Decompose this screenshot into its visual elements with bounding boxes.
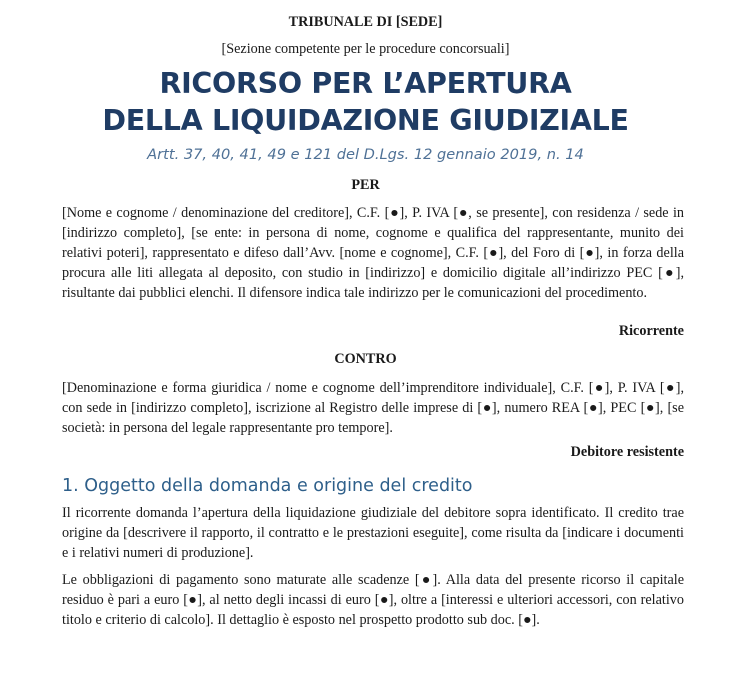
document-title-line-2: DELLA LIQUIDAZIONE GIUDIZIALE [102,104,629,137]
section-paragraph-1: Il ricorrente domanda l’apertura della liquidazione giudiziale del debitore sopra identificato. Il credito trae origine da [descrivere il rapporto, il contratto e le prestazioni eseguite], come risulta da [indicare i documenti e i relativi numeri di produzione]. [62,505,684,561]
section-note: [Sezione competente per le procedure concorsuali] [221,41,510,57]
per-label: PER [351,177,380,193]
section-paragraph-2: Le obbligazioni di pagamento sono maturate alle scadenze [●]. Alla data del presente ricorso il capitale residuo è pari a euro [●], al netto degli incassi di euro [●], oltre a [interessi e ulteriori accessori, con relativo titolo e criterio di calcolo]. Il dettaglio è esposto nel prospetto prodotto sub doc. [●]. [62,572,684,628]
creditor-paragraph: [Nome e cognome / denominazione del creditore], C.F. [●], P. IVA [●, se presente], con residenza / sede in [indirizzo completo], [se ente: in persona di nome, cognome e qualifica del rappresentante, munito dei relativi poteri], rappresentato e difeso dall’Avv. [nome e cognome], C.F. [●], del Foro di [●], in forza della procura alle liti allegata al deposito, con studio in [indirizzo] e domicilio digitale all’indirizzo PEC [●], risultante dai pubblici elenchi. Il difensore indica tale indirizzo per le comunicazioni del procedimento. [62,205,684,301]
contro-label: CONTRO [334,351,397,367]
debtor-role: Debitore resistente [570,444,684,460]
legal-reference: Artt. 37, 40, 41, 49 e 121 del D.Lgs. 12 gennaio 2019, n. 14 [147,146,584,163]
section-heading: 1. Oggetto della domanda e origine del credito [62,476,473,496]
creditor-role: Ricorrente [618,323,684,339]
debtor-paragraph: [Denominazione e forma giuridica / nome e cognome dell’imprenditore individuale], C.F. [●], P. IVA [●], con sede in [indirizzo completo], iscrizione al Registro delle imprese di [●], numero REA [●], PEC [●], [se società: in persona del legale rappresentante pro tempore]. [62,380,684,436]
document-title-line-1: RICORSO PER L’APERTURA [159,67,572,100]
court-name: TRIBUNALE DI [SEDE] [288,14,443,30]
